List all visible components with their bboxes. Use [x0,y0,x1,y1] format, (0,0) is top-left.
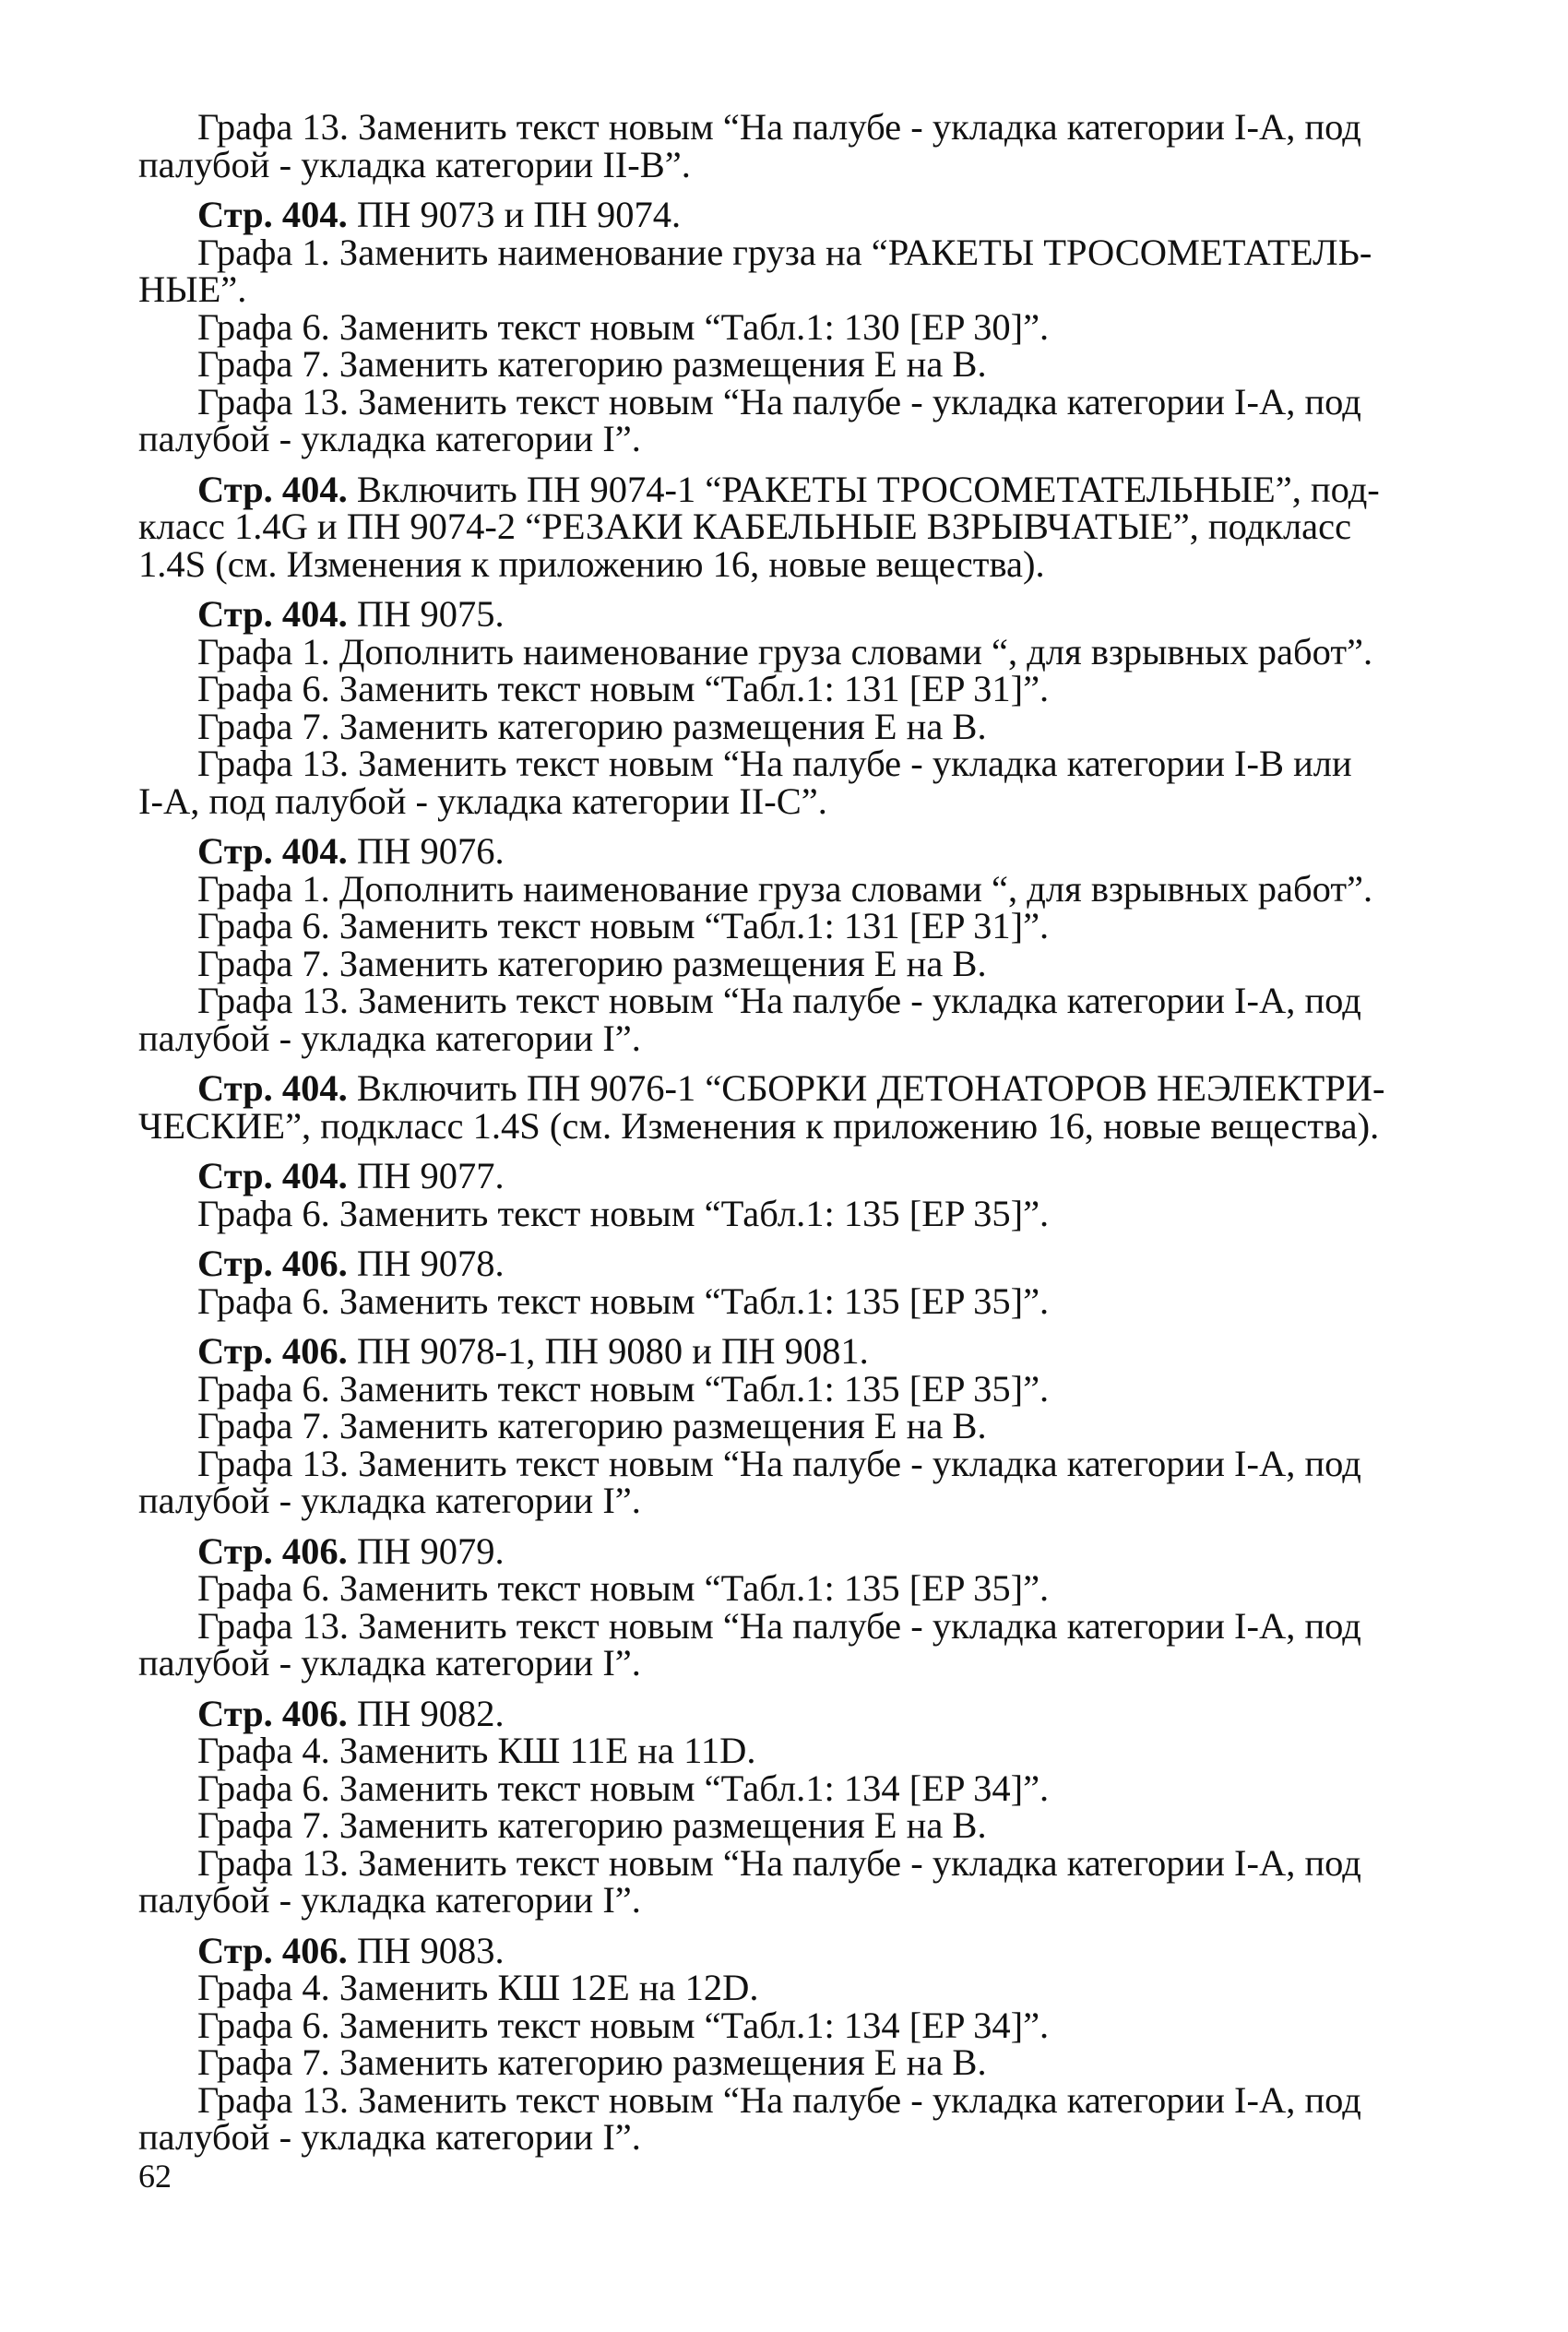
text-line-continuation: ЧЕСКИЕ”, подкласс 1.4S (см. Изменения к приложению 16, новые вещества). [138,1104,1380,1147]
column-instruction-line: Графа 7. Заменить категорию размещения E на B. [197,942,987,984]
text-line-continuation: палубой - укладка категории I”. [138,1879,641,1921]
column-instruction-line: Графа 6. Заменить текст новым “Табл.1: 134 [EP 34]”. [197,1767,1050,1809]
column-instruction-line: Графа 13. Заменить текст новым “На палубе - укладка категории I-A, под [197,380,1361,422]
page-reference-subject: ПН 9075. [347,593,505,635]
column-instruction-line: Графа 7. Заменить категорию размещения E на B. [197,1804,987,1846]
page-reference-heading [138,1067,1426,1109]
page-reference-label: Стр. 406. [197,1929,348,1971]
amendment-block [138,1692,1426,1921]
page-reference-heading [138,1245,1426,1283]
column-instruction-line: Графа 13. Заменить текст новым “На палубе - укладка категории I-A, под [197,1841,1361,1884]
page-reference-subject: ПН 9077. [347,1155,505,1196]
text-line-continuation: палубой - укладка категории I”. [138,1480,641,1521]
column-instruction-line: Графа 7. Заменить категорию размещения E на B. [197,1405,987,1446]
amendment-block [138,1330,1426,1521]
page-reference-subject: Включить ПН 9074-1 “РАКЕТЫ ТРОСОМЕТАТЕЛЬНЫЕ”, под- [347,468,1380,510]
page-reference-subject: ПН 9079. [347,1529,505,1572]
column-instruction-line: Графа 1. Дополнить наименование груза словами “, для взрывных работ”. [197,630,1373,672]
page-reference-heading [138,593,1426,635]
column-instruction-line: Графа 7. Заменить категорию размещения E на B. [197,705,987,747]
column-instruction-line: Графа 1. Дополнить наименование груза словами “, для взрывных работ”. [197,867,1373,910]
column-instruction-line: Графа 7. Заменить категорию размещения E на B. [197,343,987,385]
column-instruction-line: Графа 13. Заменить текст новым “На палубе - укладка категории I-A, под [197,2078,1361,2121]
page-reference-heading [138,1692,1426,1734]
amendment-block [138,1245,1426,1320]
column-instruction-line: Графа 13. Заменить текст новым “На палубе - укладка категории I-A, под [197,106,1361,148]
page-reference-heading [138,1929,1426,1971]
page-reference-label: Стр. 404. [197,830,348,872]
column-instruction-line: Графа 4. Заменить КШ 12E на 12D. [197,1967,759,2008]
page-reference-subject: Включить ПН 9076-1 “СБОРКИ ДЕТОНАТОРОВ НЕЭЛЕКТРИ- [347,1067,1385,1109]
page-reference-heading [138,1330,1426,1372]
document-body [138,106,1426,2170]
page-reference-subject: ПН 9073 и ПН 9074. [347,194,682,235]
column-instruction-line: Графа 4. Заменить КШ 11E на 11D. [197,1730,756,1771]
page-reference-label: Стр. 406. [197,1529,348,1572]
amendment-block [138,106,1426,185]
column-instruction-line: Графа 6. Заменить текст новым “Табл.1: 130 [EP 30]”. [197,305,1050,348]
text-line-continuation: палубой - укладка категории II-B”. [138,143,691,185]
column-instruction-line: Графа 13. Заменить текст новым “На палубе - укладка категории I-A, под [197,1442,1361,1484]
page-reference-label: Стр. 406. [197,1330,348,1372]
text-line-continuation: палубой - укладка категории I”. [138,418,641,459]
column-instruction-line: Графа 6. Заменить текст новым “Табл.1: 135 [EP 35]”. [197,1192,1050,1234]
page-reference-label: Стр. 404. [197,593,348,635]
amendment-block [138,1929,1426,2158]
amendment-block [138,830,1426,1059]
page-reference-label: Стр. 404. [197,1067,348,1109]
column-instruction-line: Графа 6. Заменить текст новым “Табл.1: 134 [EP 34]”. [197,2004,1050,2046]
amendment-block [138,1155,1426,1234]
amendment-block [138,1067,1426,1147]
page-reference-label: Стр. 404. [197,194,348,235]
column-instruction-line: Графа 7. Заменить категорию размещения E на B. [197,2041,987,2083]
column-instruction-line: Графа 13. Заменить текст новым “На палубе - укладка категории I-A, под [197,980,1361,1021]
page-reference-heading [138,196,1426,234]
amendment-block [138,196,1426,458]
page-reference-label: Стр. 404. [197,1155,348,1196]
page-reference-subject: ПН 9076. [347,830,505,872]
page-reference-heading [138,468,1426,510]
column-instruction-line: Графа 6. Заменить текст новым “Табл.1: 131 [EP 31]”. [197,905,1050,946]
text-line-continuation: НЫЕ”. [138,268,247,310]
text-line-continuation: I-A, под палубой - укладка категории II-C”. [138,779,827,822]
page-reference-subject: ПН 9078. [347,1243,505,1284]
page-reference-label: Стр. 406. [197,1243,348,1284]
page-reference-heading [138,1155,1426,1196]
column-instruction-line: Графа 6. Заменить текст новым “Табл.1: 135 [EP 35]”. [197,1567,1050,1609]
text-line-continuation: класс 1.4G и ПН 9074-2 “РЕЗАКИ КАБЕЛЬНЫЕ ВЗРЫВЧАТЫЕ”, подкласс [138,506,1352,547]
column-instruction-line: Графа 6. Заменить текст новым “Табл.1: 131 [EP 31]”. [197,668,1050,709]
page-reference-label: Стр. 404. [197,468,348,510]
page-reference-label: Стр. 406. [197,1692,348,1734]
page-reference-subject: ПН 9082. [347,1692,505,1734]
page-reference-subject: ПН 9078-1, ПН 9080 и ПН 9081. [347,1330,869,1372]
column-instruction-line: Графа 13. Заменить текст новым “На палубе - укладка категории I-B или [197,743,1352,784]
text-line-continuation: палубой - укладка категории I”. [138,1642,641,1684]
page-reference-heading [138,1529,1426,1572]
page-reference-heading [138,830,1426,872]
text-line-continuation: 1.4S (см. Изменения к приложению 16, новые вещества). [138,542,1045,585]
text-line-continuation: палубой - укладка категории I”. [138,1017,641,1059]
text-line-continuation: палубой - укладка категории I”. [138,2116,641,2158]
column-instruction-line: Графа 6. Заменить текст новым “Табл.1: 135 [EP 35]”. [197,1279,1050,1322]
column-instruction-line: Графа 1. Заменить наименование груза на “РАКЕТЫ ТРОСОМЕТАТЕЛЬ- [197,231,1372,273]
page-reference-subject: ПН 9083. [347,1929,505,1971]
amendment-block [138,468,1426,585]
amendment-block [138,1529,1426,1684]
column-instruction-line: Графа 13. Заменить текст новым “На палубе - укладка категории I-A, под [197,1604,1361,1647]
column-instruction-line: Графа 6. Заменить текст новым “Табл.1: 135 [EP 35]”. [197,1367,1050,1410]
page-number: 62 [138,2158,172,2195]
amendment-block [138,593,1426,822]
